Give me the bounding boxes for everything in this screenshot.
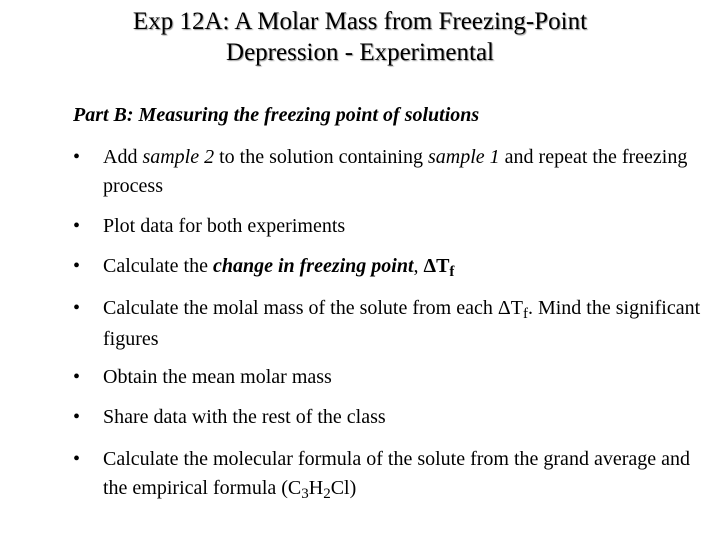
bullet-dot: • (73, 448, 81, 470)
bullet-dot: • (73, 255, 81, 277)
bullet-item-molecular-formula (73, 445, 703, 505)
bullet-text (103, 445, 703, 505)
bullet-text-part: Calculate the molal mass of the solute from each (103, 297, 498, 319)
formula-subscript-2: 2 (323, 486, 331, 502)
bullet-item-share-data (73, 403, 703, 432)
bullet-item-mean-molar-mass (73, 363, 703, 392)
bullet-dot: • (73, 366, 81, 388)
bullet-text: Obtain the mean molar mass (103, 366, 332, 388)
bullet-text-part: . Mind the significant figures (103, 297, 701, 350)
bullet-text-part: Calculate the (103, 255, 213, 277)
part-b-subheading: Part B: Measuring the freezing point of solutions (73, 104, 480, 126)
bullet-text-part: H (308, 477, 324, 499)
bullet-item-molal-mass (73, 294, 703, 354)
delta-t-subscript: f (449, 264, 455, 280)
bullet-dot: • (73, 297, 81, 319)
bullet-item-add-sample (73, 143, 703, 201)
bullet-text-part: , (413, 255, 424, 277)
bullet-item-plot-data (73, 212, 703, 241)
slide-title-line-2: Depression - Experimental (226, 39, 494, 66)
emphasis-change-freezing-point: change in freezing point (212, 255, 414, 277)
bullet-text-part: to the solution containing (214, 146, 428, 168)
bullet-text (103, 143, 703, 201)
delta-t-subscript: f (522, 306, 528, 322)
bullet-dot: • (73, 146, 81, 168)
formula-subscript-3: 3 (301, 486, 309, 502)
slide-title-line-1: Exp 12A: A Molar Mass from Freezing-Point (132, 8, 588, 35)
bullet-text: Plot data for both experiments (103, 215, 346, 237)
delta-t-symbol: ΔT (497, 297, 523, 319)
bullet-text-part: Cl) (330, 477, 357, 499)
emphasis-sample-1: sample 1 (428, 146, 500, 168)
bullet-text-part: Calculate the molecular formula of the solute from the grand average and the empirical formula (C (103, 448, 690, 499)
bullet-dot: • (73, 215, 81, 237)
bullet-dot: • (73, 406, 81, 428)
bullet-text (103, 294, 703, 354)
emphasis-sample-2: sample 2 (142, 146, 215, 168)
delta-t-symbol: ΔT (423, 255, 450, 277)
bullet-text: Share data with the rest of the class (103, 406, 386, 428)
slide-title (0, 6, 720, 68)
bullet-item-change-freezing-point (73, 252, 703, 283)
bullet-text (103, 252, 703, 283)
bullet-text-part: Add (103, 146, 143, 168)
bullet-text-part: and repeat the freezing process (103, 146, 688, 197)
